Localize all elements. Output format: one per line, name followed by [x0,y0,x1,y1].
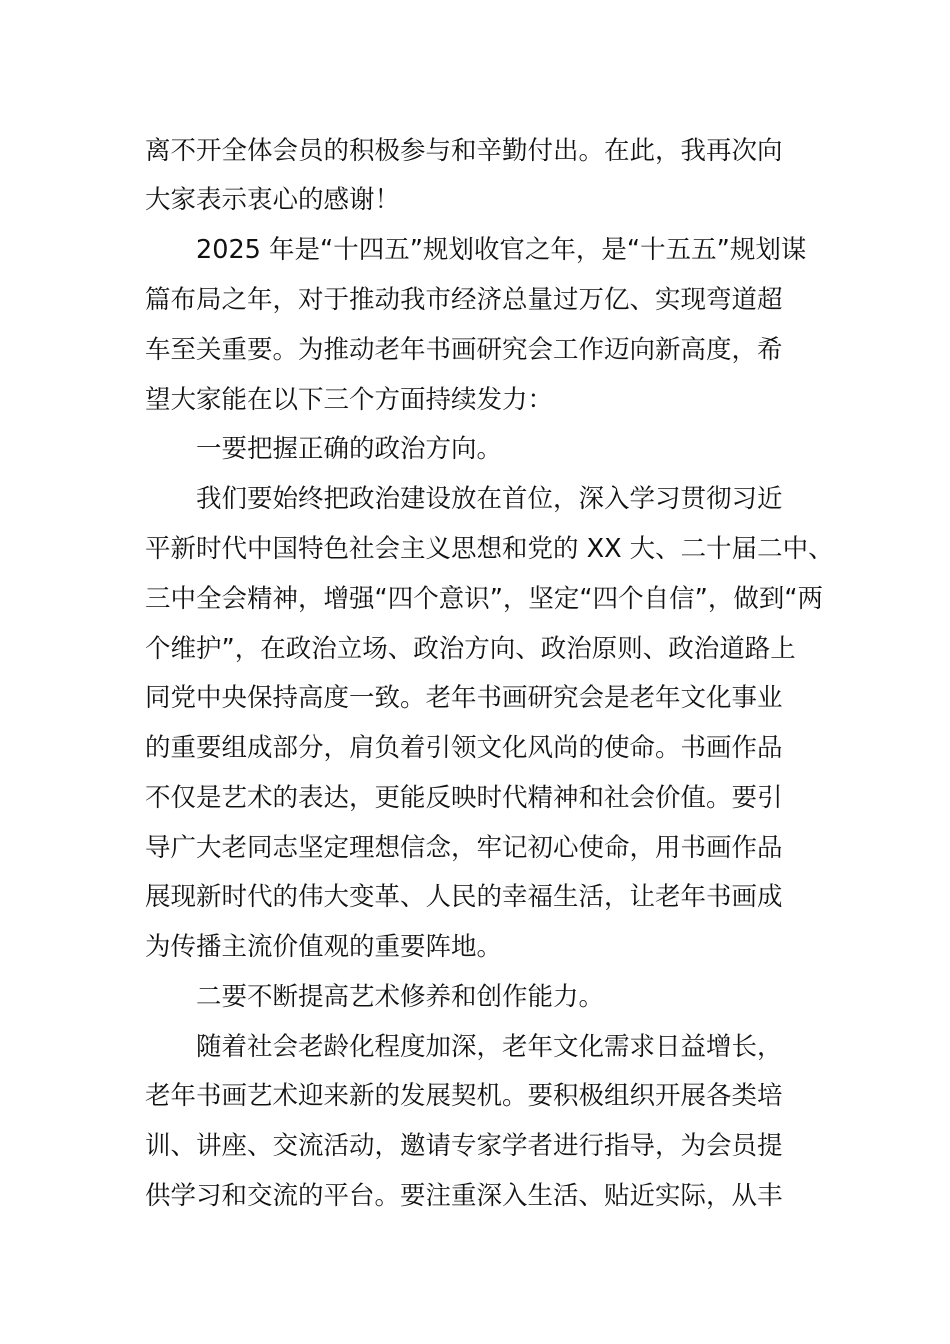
text-line: 大家表示衷心的感谢！ [145,185,401,215]
text-line: 个维护”，在政治立场、政治方向、政治原则、政治道路上 [145,634,796,664]
text-line: 不仅是艺术的表达，更能反映时代精神和社会价值。要引 [145,783,783,813]
text-line: 供学习和交流的平台。要注重深入生活、贴近实际，从丰 [145,1181,783,1211]
text-line: 展现新时代的伟大变革、人民的幸福生活，让老年书画成 [145,882,783,912]
paragraph-start-line: 随着社会老龄化程度加深，老年文化需求日益增长， [196,1032,783,1062]
section-heading-1: 一要把握正确的政治方向。 [196,434,503,464]
text-line: 训、讲座、交流活动，邀请专家学者进行指导，为会员提 [145,1131,783,1161]
text-line: 望大家能在以下三个方面持续发力： [145,385,554,415]
text-line: 车至关重要。为推动老年书画研究会工作迈向新高度，希 [145,335,783,365]
text-line: 为传播主流价值观的重要阵地。 [145,932,503,962]
text-line: 的重要组成部分，肩负着引领文化风尚的使命。书画作品 [145,733,783,763]
text-line: 导广大老同志坚定理想信念，牢记初心使命，用书画作品 [145,833,783,863]
text-line: 离不开全体会员的积极参与和辛勤付出。在此，我再次向 [145,136,783,166]
text-line: 平新时代中国特色社会主义思想和党的 XX 大、二十届二中、 [145,534,834,564]
text-line: 篇布局之年，对于推动我市经济总量过万亿、实现弯道超 [145,285,783,315]
text-line: 老年书画艺术迎来新的发展契机。要积极组织开展各类培 [145,1081,783,1111]
section-heading-2: 二要不断提高艺术修养和创作能力。 [196,982,605,1012]
paragraph-start-line: 我们要始终把政治建设放在首位，深入学习贯彻习近 [196,484,783,514]
text-line: 同党中央保持高度一致。老年书画研究会是老年文化事业 [145,683,783,713]
text-line: 三中全会精神，增强“四个意识”，坚定“四个自信”，做到“两 [145,584,824,614]
paragraph-start-line: 2025 年是“十四五”规划收官之年，是“十五五”规划谋 [196,235,807,265]
